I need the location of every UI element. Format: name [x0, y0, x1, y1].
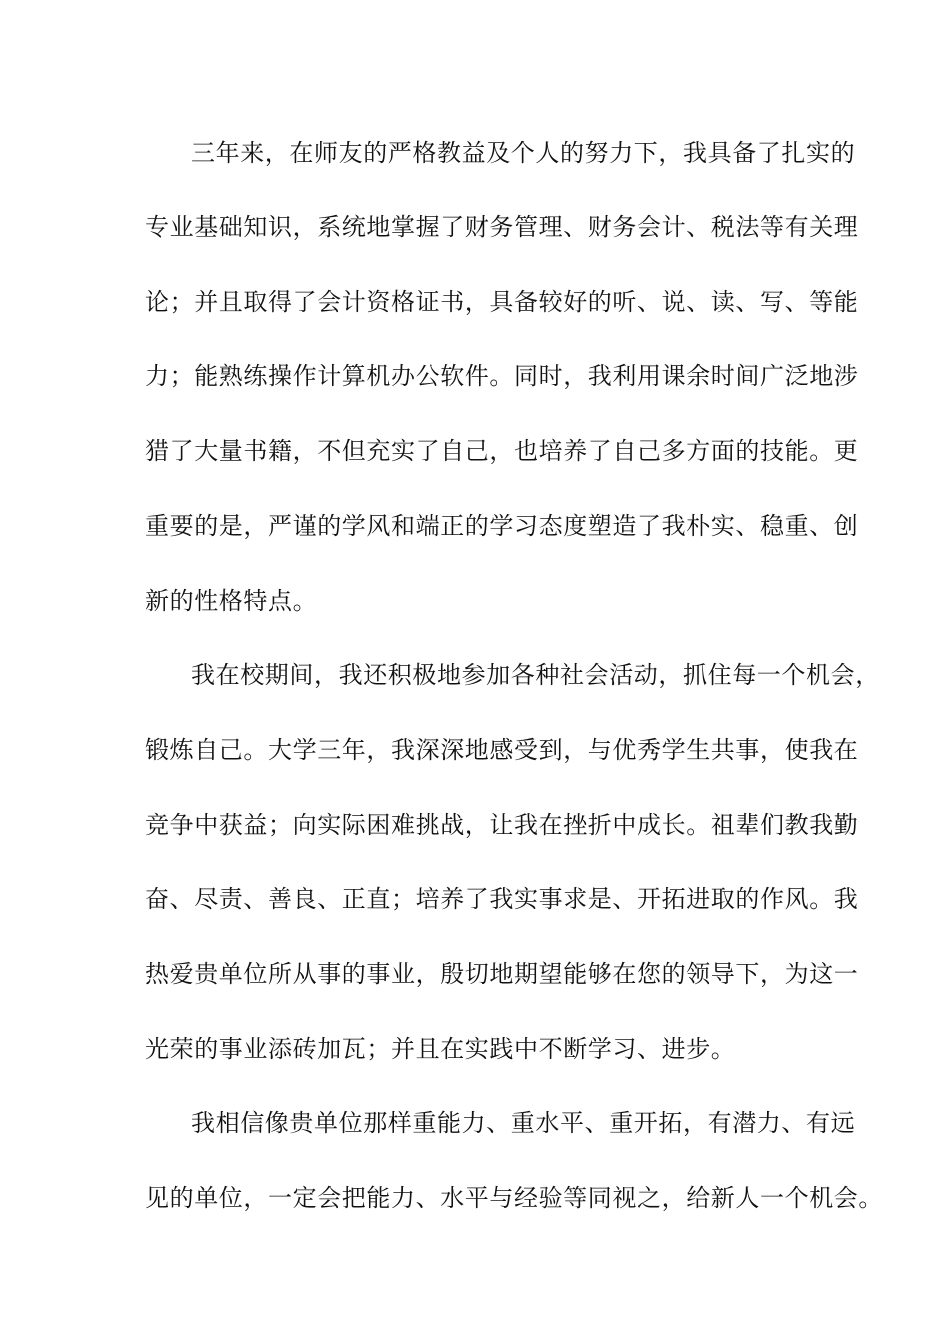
paragraph-2-line-2: 锻炼自己。大学三年，我深深地感受到，与优秀学生共事，使我在	[145, 736, 859, 764]
paragraph-1-line-5: 猎了大量书籍，不但充实了自己，也培养了自己多方面的技能。更	[145, 437, 859, 465]
paragraph-2-line-4: 奋、尽责、善良、正直；培养了我实事求是、开拓进取的作风。我	[145, 885, 859, 913]
paragraph-1-line-1: 三年来，在师友的严格教益及个人的努力下，我具备了扎实的	[191, 139, 856, 167]
paragraph-2-line-5: 热爱贵单位所从事的事业，殷切地期望能够在您的领导下，为这一	[145, 960, 859, 988]
paragraph-1-line-2: 专业基础知识，系统地掌握了财务管理、财务会计、税法等有关理	[145, 213, 859, 241]
paragraph-2-line-6: 光荣的事业添砖加瓦；并且在实践中不断学习、进步。	[145, 1035, 736, 1063]
paragraph-1-line-3: 论；并且取得了会计资格证书，具备较好的听、说、读、写、等能	[145, 288, 859, 316]
paragraph-2-line-3: 竞争中获益；向实际困难挑战，让我在挫折中成长。祖辈们教我勤	[145, 811, 859, 839]
paragraph-3-line-1: 我相信像贵单位那样重能力、重水平、重开拓，有潜力、有远	[191, 1109, 856, 1137]
paragraph-2-line-1: 我在校期间，我还积极地参加各种社会活动，抓住每一个机会，	[191, 661, 880, 689]
paragraph-3-line-2: 见的单位，一定会把能力、水平与经验等同视之，给新人一个机会。	[145, 1184, 883, 1212]
paragraph-1-line-7: 新的性格特点。	[145, 587, 318, 615]
paragraph-1-line-4: 力；能熟练操作计算机办公软件。同时，我利用课余时间广泛地涉	[145, 362, 859, 390]
paragraph-1-line-6: 重要的是，严谨的学风和端正的学习态度塑造了我朴实、稳重、创	[145, 512, 859, 540]
